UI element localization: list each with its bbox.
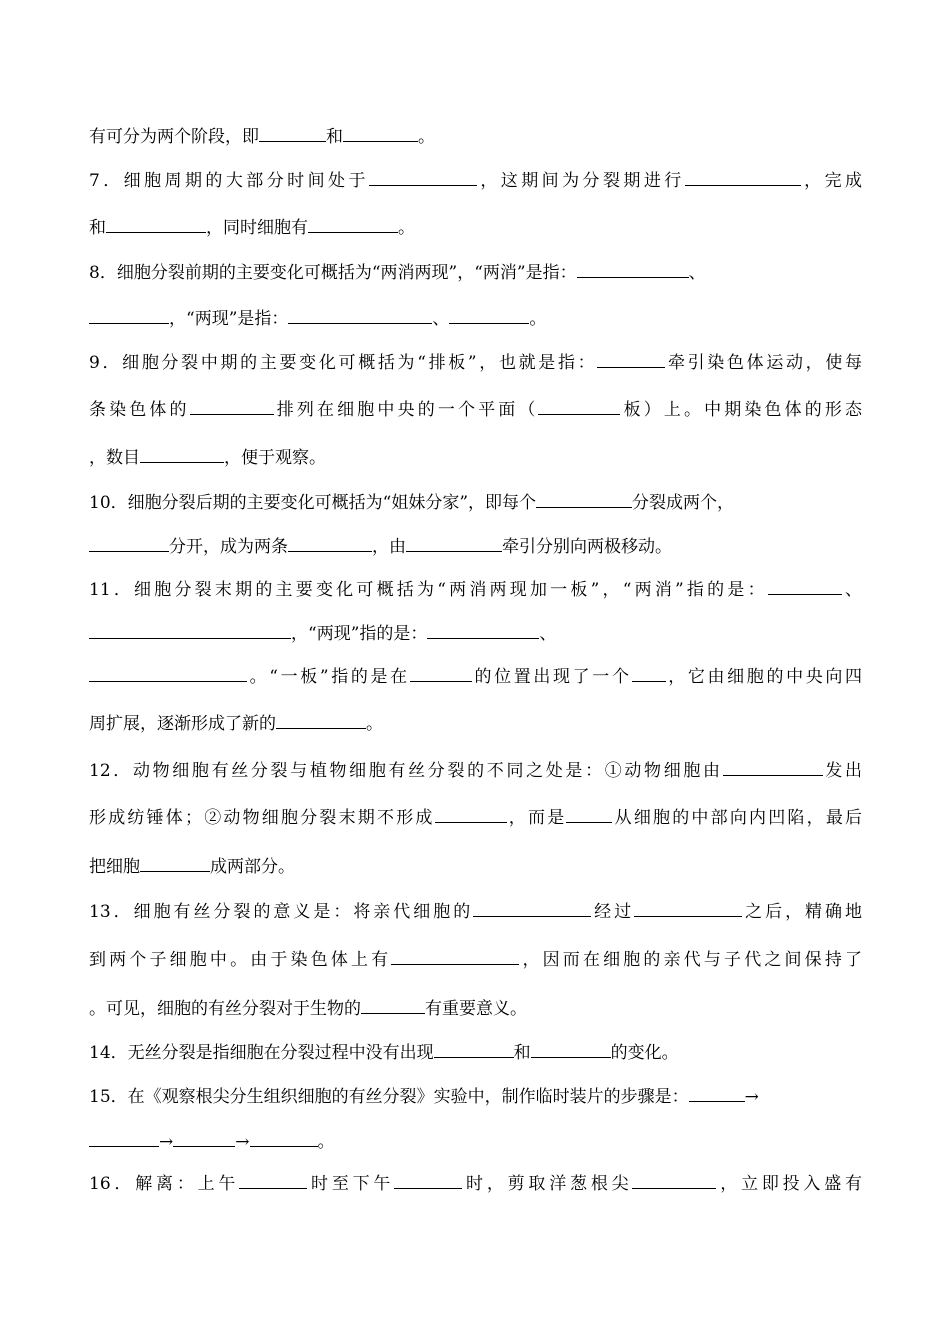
answer-blank[interactable] bbox=[89, 666, 247, 682]
answer-blank[interactable] bbox=[391, 949, 519, 965]
question-12-line: 12．动物细胞有丝分裂与植物细胞有丝分裂的不同之处是：①动物细胞由 发出 bbox=[89, 761, 863, 781]
answer-blank[interactable] bbox=[566, 807, 612, 823]
answer-blank[interactable] bbox=[427, 623, 539, 639]
answer-blank[interactable] bbox=[577, 262, 689, 278]
answer-blank[interactable] bbox=[406, 536, 502, 552]
answer-blank[interactable] bbox=[434, 1042, 514, 1058]
answer-blank[interactable] bbox=[288, 308, 432, 324]
question-8-line: 8．细胞分裂前期的主要变化可概括为“两消两现”，“两消”是指： 、 bbox=[89, 263, 706, 283]
answer-blank[interactable] bbox=[410, 666, 472, 682]
text-line: ，“两现”是指： 、 。 bbox=[89, 308, 546, 330]
answer-blank[interactable] bbox=[394, 1173, 462, 1189]
answer-blank[interactable] bbox=[723, 760, 823, 776]
answer-blank[interactable] bbox=[173, 1131, 235, 1147]
answer-blank[interactable] bbox=[634, 901, 742, 917]
question-13-line: 13．细胞有丝分裂的意义是：将亲代细胞的 经过 之后，精确地 bbox=[89, 902, 863, 922]
answer-blank[interactable] bbox=[250, 1131, 318, 1147]
text-line: 有可分为两个阶段，即 和 。 bbox=[89, 127, 435, 147]
answer-blank[interactable] bbox=[361, 998, 425, 1014]
question-9-line: 9．细胞分裂中期的主要变化可概括为“排板”，也就是指： 牵引染色体运动，使每 bbox=[89, 353, 862, 373]
text-line: 分开，成为两条 ，由 牵引分别向两极移动。 bbox=[89, 536, 672, 558]
answer-blank[interactable] bbox=[632, 1173, 716, 1189]
question-14-line: 14．无丝分裂是指细胞在分裂过程中没有出现 和 的变化。 bbox=[89, 1043, 679, 1063]
question-16-line: 16．解离：上午 时至下午 时，剪取洋葱根尖 ，立即投入盛有 bbox=[89, 1174, 863, 1194]
answer-blank[interactable] bbox=[259, 126, 326, 142]
answer-blank[interactable] bbox=[140, 447, 224, 463]
answer-blank[interactable] bbox=[685, 170, 801, 186]
text-line: 条染色体的 排列在细胞中央的一个平面（ 板）上。中期染色体的形态 bbox=[89, 400, 863, 420]
answer-blank[interactable] bbox=[473, 901, 591, 917]
answer-blank[interactable] bbox=[435, 807, 507, 823]
answer-blank[interactable] bbox=[276, 713, 366, 729]
text-line: → → 。 bbox=[89, 1131, 335, 1153]
text-line: 把细胞 成两部分。 bbox=[89, 857, 295, 877]
answer-blank[interactable] bbox=[89, 623, 291, 639]
text-line: 和 ，同时细胞有 。 bbox=[89, 218, 415, 238]
answer-blank[interactable] bbox=[308, 217, 398, 233]
answer-blank[interactable] bbox=[106, 217, 206, 233]
answer-blank[interactable] bbox=[288, 536, 372, 552]
answer-blank[interactable] bbox=[239, 1173, 307, 1189]
text-line: 到两个子细胞中。由于染色体上有 ，因而在细胞的亲代与子代之间保持了 bbox=[89, 950, 862, 970]
answer-blank[interactable] bbox=[689, 1086, 745, 1102]
text-line: ，“两现”指的是： 、 bbox=[89, 623, 556, 645]
question-7-line: 7．细胞周期的大部分时间处于 ，这期间为分裂期进行 ，完成 bbox=[89, 171, 863, 191]
answer-blank[interactable] bbox=[89, 536, 169, 552]
answer-blank[interactable] bbox=[369, 170, 477, 186]
answer-blank[interactable] bbox=[632, 666, 666, 682]
answer-blank[interactable] bbox=[140, 856, 210, 872]
text-line: 周扩展，逐渐形成了新的 。 bbox=[89, 714, 383, 734]
question-11-line: 11．细胞分裂末期的主要变化可概括为“两消两现加一板”，“两消”指的是： 、 bbox=[89, 580, 862, 600]
text-line: 形成纺锤体；②动物细胞分裂末期不形成 ，而是 从细胞的中部向内凹陷，最后 bbox=[89, 808, 863, 828]
answer-blank[interactable] bbox=[89, 308, 169, 324]
answer-blank[interactable] bbox=[538, 399, 620, 415]
answer-blank[interactable] bbox=[190, 399, 274, 415]
answer-blank[interactable] bbox=[449, 308, 529, 324]
question-10-line: 10．细胞分裂后期的主要变化可概括为“姐妹分家”，即每个 分裂成两个， bbox=[89, 493, 735, 513]
answer-blank[interactable] bbox=[343, 126, 418, 142]
answer-blank[interactable] bbox=[531, 1042, 611, 1058]
answer-blank[interactable] bbox=[536, 492, 632, 508]
text-line: 。“一板”指的是在 的位置出现了一个 ，它由细胞的中央向四 bbox=[89, 666, 862, 688]
answer-blank[interactable] bbox=[89, 1131, 159, 1147]
text-line: 。可见，细胞的有丝分裂对于生物的 有重要意义。 bbox=[89, 999, 527, 1019]
question-15-line: 15．在《观察根尖分生组织细胞的有丝分裂》实验中，制作临时装片的步骤是： → bbox=[89, 1087, 759, 1107]
text-line: ，数目 ，便于观察。 bbox=[89, 448, 326, 468]
answer-blank[interactable] bbox=[768, 579, 842, 595]
answer-blank[interactable] bbox=[597, 352, 665, 368]
